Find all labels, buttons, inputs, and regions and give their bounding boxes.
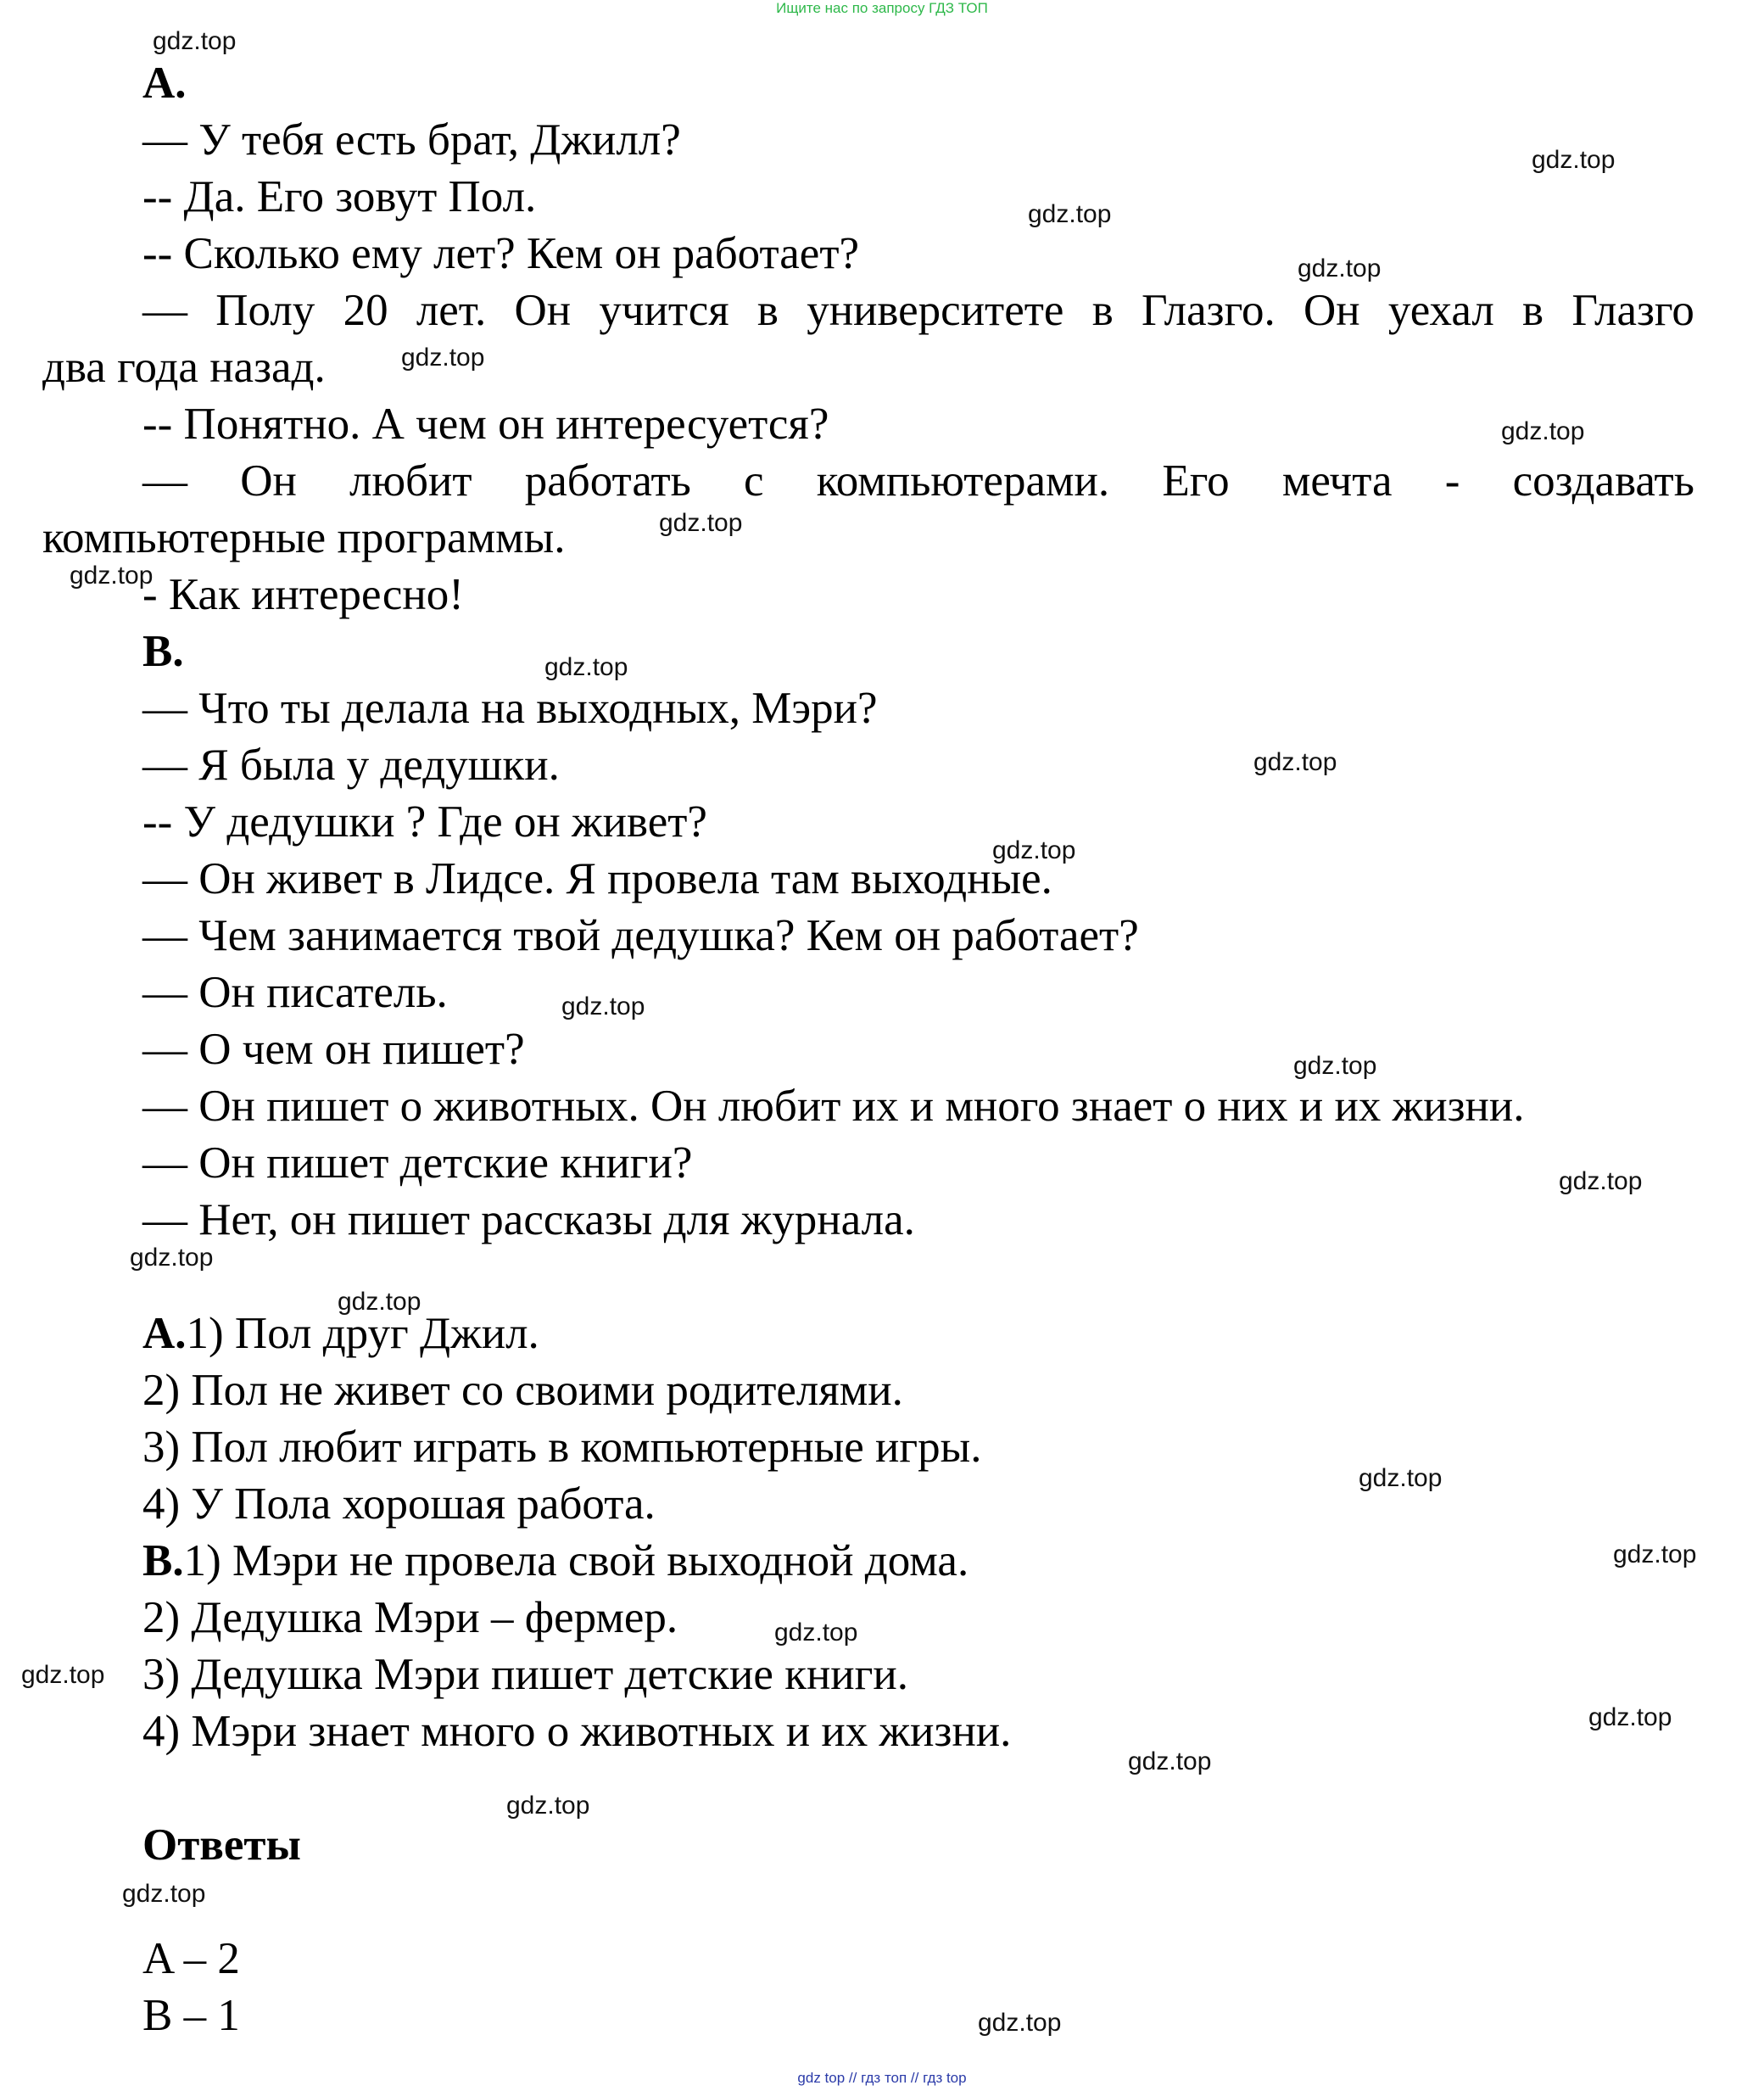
statements-a-4: 4) У Пола хорошая работа.: [142, 1479, 656, 1529]
dialogue-b-line-3: -- У дедушки ? Где он живет?: [142, 797, 707, 847]
dialogue-b-line-8: — Он пишет о животных. Он любит их и много знает о них и их жизни.: [142, 1082, 1525, 1131]
statements-b-1: [142, 1535, 969, 1586]
watermark: gdz.top: [561, 992, 645, 1020]
dialogue-a-line-6: [142, 456, 1694, 506]
watermark: gdz.top: [1501, 417, 1585, 445]
dialogue-b-label: B.: [142, 627, 184, 676]
word: Он: [514, 286, 572, 335]
watermark: gdz.top: [1359, 1464, 1443, 1492]
word: —: [142, 456, 187, 506]
word: лет.: [416, 286, 487, 335]
statements-a-label: A.: [142, 1309, 187, 1358]
word: Он: [1303, 286, 1360, 335]
word: 20: [343, 286, 388, 335]
watermark: gdz.top: [1613, 1540, 1697, 1568]
statement-text: 1) Мэри не провела свой выходной дома.: [183, 1536, 969, 1585]
word: —: [142, 286, 187, 335]
word: Глазго: [1571, 286, 1694, 335]
dialogue-a-line-4: [142, 285, 1694, 336]
watermark: gdz.top: [401, 344, 485, 372]
watermark: gdz.top: [1532, 146, 1616, 174]
word: мечта: [1281, 456, 1393, 506]
dialogue-b-line-7: — О чем он пишет?: [142, 1025, 525, 1074]
word: в: [1522, 286, 1544, 335]
watermark: gdz.top: [1588, 1703, 1672, 1731]
word: любит: [349, 456, 472, 506]
word: учится: [599, 286, 729, 335]
top-banner: Ищите нас по запросу ГДЗ ТОП: [776, 0, 988, 16]
word: компьютерами.: [816, 456, 1110, 506]
watermark: gdz.top: [1253, 748, 1337, 776]
watermark: gdz.top: [1128, 1747, 1212, 1775]
watermark: gdz.top: [70, 562, 154, 590]
dialogue-a-line-3: -- Сколько ему лет? Кем он работает?: [142, 229, 859, 278]
dialogue-b-line-4: — Он живет в Лидсе. Я провела там выходные.: [142, 854, 1052, 903]
answers-title: Ответы: [142, 1820, 301, 1870]
answer-b: B – 1: [142, 1991, 240, 2040]
word: с: [744, 456, 764, 506]
dialogue-a-line-4-cont: два года назад.: [42, 343, 326, 392]
dialogue-a-line-2: -- Да. Его зовут Пол.: [142, 172, 537, 221]
dialogue-b-line-10: — Нет, он пишет рассказы для журнала.: [142, 1195, 915, 1244]
dialogue-b-line-5: — Чем занимается твой дедушка? Кем он работает?: [142, 911, 1139, 960]
watermark: gdz.top: [122, 1880, 206, 1908]
dialogue-a-line-5: -- Понятно. А чем он интересуется?: [142, 400, 829, 449]
answer-a: A – 2: [142, 1934, 240, 1983]
word: уехал: [1387, 286, 1494, 335]
watermark: gdz.top: [21, 1661, 105, 1689]
word: -: [1444, 456, 1460, 506]
word: создавать: [1512, 456, 1694, 506]
word: Полу: [215, 286, 315, 335]
statement-text: 1) Пол друг Джил.: [186, 1309, 539, 1358]
watermark: gdz.top: [1298, 254, 1382, 282]
statements-b-2: 2) Дедушка Мэри – фермер.: [142, 1593, 678, 1642]
dialogue-a-line-7: - Как интересно!: [142, 570, 464, 619]
dialogue-b-line-9: — Он пишет детские книги?: [142, 1138, 693, 1188]
dialogue-b-line-2: — Я была у дедушки.: [142, 741, 560, 790]
watermark: gdz.top: [992, 836, 1076, 864]
footer-links: gdz top // гдз топ // гдз top: [797, 2070, 967, 2086]
watermark: gdz.top: [130, 1244, 214, 1272]
watermark: gdz.top: [338, 1288, 421, 1316]
watermark: gdz.top: [978, 2009, 1062, 2037]
statements-b-4: 4) Мэри знает много о животных и их жизни.: [142, 1707, 1012, 1756]
word: Он: [240, 456, 297, 506]
word: университете: [807, 286, 1064, 335]
word: Глазго.: [1142, 286, 1276, 335]
dialogue-b-line-1: — Что ты делала на выходных, Мэри?: [142, 684, 878, 733]
word: работать: [524, 456, 691, 506]
watermark: gdz.top: [1559, 1167, 1643, 1195]
word: в: [756, 286, 779, 335]
watermark: gdz.top: [1293, 1052, 1377, 1080]
statements-a-3: 3) Пол любит играть в компьютерные игры.: [142, 1423, 982, 1472]
watermark: gdz.top: [544, 653, 628, 681]
statements-b-3: 3) Дедушка Мэри пишет детские книги.: [142, 1650, 909, 1699]
watermark: gdz.top: [153, 27, 237, 55]
word: Его: [1162, 456, 1230, 506]
dialogue-a-line-1: — У тебя есть брат, Джилл?: [142, 115, 681, 165]
dialogue-a-label: A.: [142, 59, 187, 108]
word: в: [1091, 286, 1114, 335]
dialogue-b-line-6: — Он писатель.: [142, 968, 448, 1017]
statements-a-2: 2) Пол не живет со своими родителями.: [142, 1366, 903, 1415]
watermark: gdz.top: [774, 1619, 858, 1647]
watermark: gdz.top: [659, 509, 743, 537]
watermark: gdz.top: [1028, 200, 1112, 228]
dialogue-a-line-6-cont: компьютерные программы.: [42, 513, 566, 562]
watermark: gdz.top: [506, 1792, 590, 1820]
statements-b-label: B.: [142, 1536, 184, 1585]
